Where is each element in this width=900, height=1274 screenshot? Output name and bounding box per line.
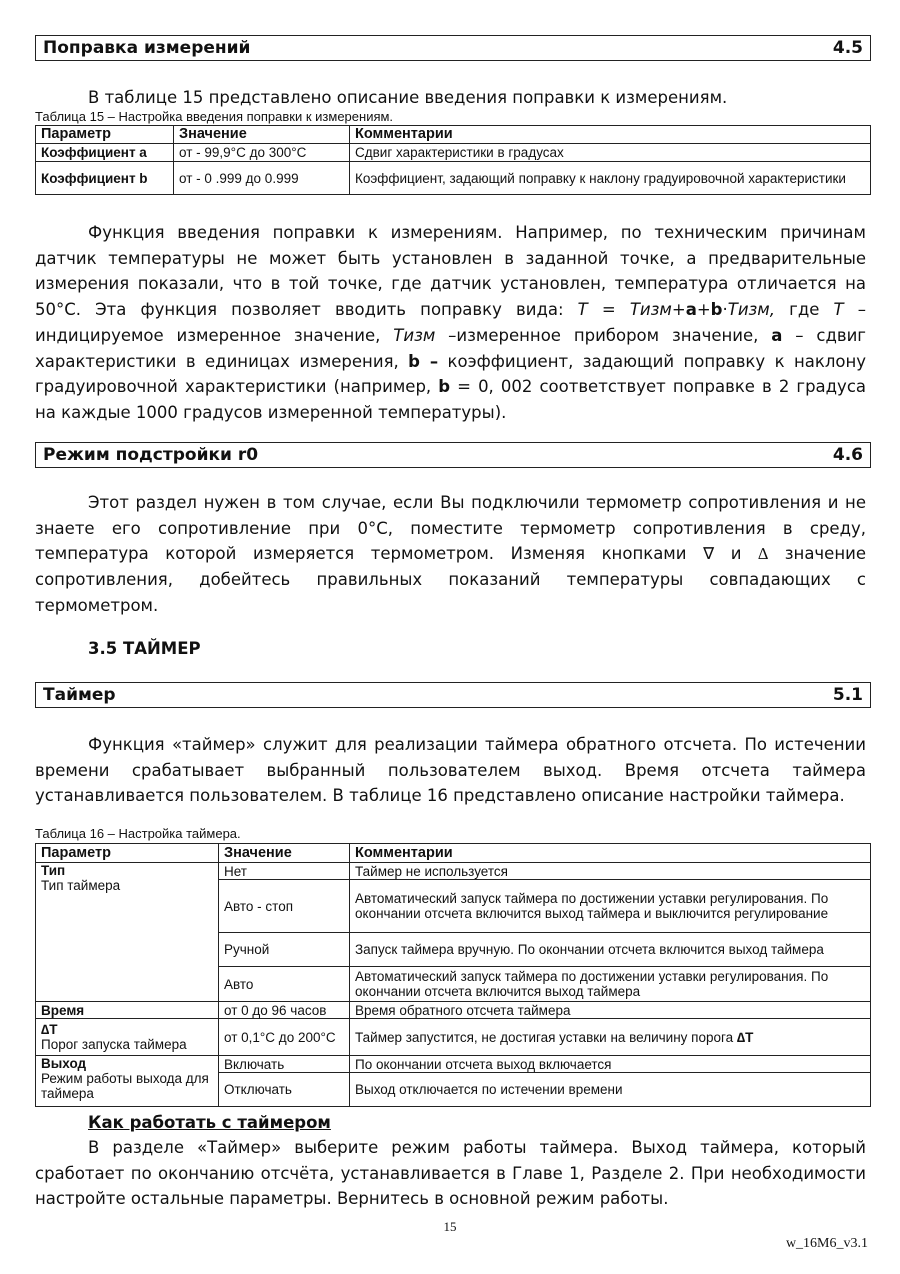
value-cell: от 0 до 96 часов [219, 1002, 350, 1019]
table-row [36, 1019, 871, 1056]
comment-cell: Автоматический запуск таймера по достижении уставки регулирования. По окончании отсчета включится выход таймера и выключится регулирование [350, 880, 871, 933]
param-desc: Порог запуска таймера [41, 1037, 187, 1052]
param-cell: Коэффициент b [36, 162, 174, 195]
table-header-row [36, 844, 871, 863]
value-cell: Включать [219, 1056, 350, 1073]
section-number: 4.5 [832, 38, 863, 58]
param-name: Выход [41, 1056, 87, 1071]
howto-heading: Как работать с таймером [88, 1113, 331, 1132]
howto-paragraph: В разделе «Таймер» выберите режим работы таймера. Выход таймера, который сработает по окончанию отсчёта, устанавливается в Главе 1, Разделе 2. При необходимости настройте остальные параметры. Вернитесь в основной режим работы. [35, 1138, 866, 1209]
paragraph-5-1: Функция «таймер» служит для реализации таймера обратного отсчета. По истечении времени срабатывает выбранный пользователем выход. Время отсчета таймера устанавливается пользователем. В таблице 16 представлено описание настройки таймера. [35, 735, 866, 806]
paragraph-4-5: Функция введения поправки к измерениям. Например, по техническим причинам датчик температуры не может быть установлен в заданной точке, а предварительные измерения показали, что в той точке, где датчик установлен, температура отличается на 50°С. Эта функция позволяет вводить поправку вида: T = Tизм+a+b·Tизм, где T – индицируемое измеренное значение, Tизм –измеренное прибором значение, а – сдвиг характеристики в единицах измерения, b – коэффициент, задающий поправку к наклону градуировочной характеристики (например, b = 0, 002 соответствует поправке в 2 градуса на каждые 1000 градусов измеренной температуры). [35, 223, 867, 422]
value-cell: Отключать [219, 1073, 350, 1107]
comment-cell: Выход отключается по истечении времени [350, 1073, 871, 1107]
param-cell: Коэффициент а [36, 144, 174, 162]
param-cell-output [36, 1056, 219, 1107]
header-cell: Параметр [36, 126, 174, 144]
table-row [36, 144, 871, 162]
value-cell: от 0,1°С до 200°С [219, 1019, 350, 1056]
comment-cell: По окончании отсчета выход включается [350, 1056, 871, 1073]
param-name: Тип [41, 863, 66, 878]
table-row [36, 863, 871, 880]
intro-paragraph: В таблице 15 представлено описание введения поправки к измерениям. [88, 88, 728, 107]
section-number: 4.6 [832, 445, 863, 465]
value-cell: от - 0 .999 до 0.999 [174, 162, 350, 195]
section-title: Поправка измерений [43, 38, 251, 58]
table-header-row [36, 126, 871, 144]
table-16 [35, 843, 871, 1107]
param-desc: Режим работы выхода для таймера [41, 1071, 209, 1101]
section-header-5-1 [35, 682, 871, 708]
comment-cell: Сдвиг характеристики в градусах [350, 144, 871, 162]
section-header-4-5 [35, 35, 871, 61]
value-cell: Ручной [219, 933, 350, 967]
page-number: 15 [443, 1219, 457, 1234]
table15-caption: Таблица 15 – Настройка введения поправки к измерениям. [35, 109, 394, 124]
header-cell: Комментарии [350, 844, 871, 863]
comment-cell: Время обратного отсчета таймера [350, 1002, 871, 1019]
value-cell: Авто - стоп [219, 880, 350, 933]
table16-caption: Таблица 16 – Настройка таймера. [35, 826, 241, 841]
table-15 [35, 125, 871, 195]
header-cell: Параметр [36, 844, 219, 863]
up-arrow-icon: ∆ [758, 544, 769, 564]
section-header-4-6 [35, 442, 871, 468]
param-desc: Тип таймера [41, 878, 121, 893]
header-cell: Значение [174, 126, 350, 144]
param-cell-delta [36, 1019, 219, 1056]
table-row [36, 162, 871, 195]
section-number: 5.1 [832, 685, 863, 705]
param-cell-type [36, 863, 219, 1002]
comment-cell: Запуск таймера вручную. По окончании отсчета включится выход таймера [350, 933, 871, 967]
document-id: w_16M6_v3.1 [785, 1236, 868, 1251]
comment-cell: Таймер не используется [350, 863, 871, 880]
param-name: ∆T [41, 1022, 58, 1037]
header-cell: Комментарии [350, 126, 871, 144]
table-row [36, 1056, 871, 1073]
paragraph-4-6: Этот раздел нужен в том случае, если Вы подключили термометр сопротивления и не знаете его сопротивление при 0°С, поместите термометр сопротивления в среду, температура которой измеряется термометром. Изменяя кнопками ∇ и ∆ значение сопротивления, добейтесь правильных показаний температуры совпадающих с термометром. [35, 493, 866, 615]
comment-cell: Автоматический запуск таймера по достижении уставки регулирования. По окончании отсчета включится выход таймера [350, 967, 871, 1002]
param-cell: Время [36, 1002, 219, 1019]
heading-3-5: 3.5 ТАЙМЕР [88, 639, 201, 658]
down-arrow-icon: ∇ [703, 544, 715, 564]
comment-cell: Таймер запустится, не достигая уставки на величину порога ∆T [350, 1019, 871, 1056]
table-row [36, 1002, 871, 1019]
value-cell: Авто [219, 967, 350, 1002]
header-cell: Значение [219, 844, 350, 863]
section-title: Режим подстройки r0 [43, 445, 259, 465]
section-title: Таймер [43, 685, 116, 705]
value-cell: Нет [219, 863, 350, 880]
comment-cell: Коэффициент, задающий поправку к наклону градуировочной характеристики [350, 162, 871, 195]
value-cell: от - 99,9°С до 300°С [174, 144, 350, 162]
